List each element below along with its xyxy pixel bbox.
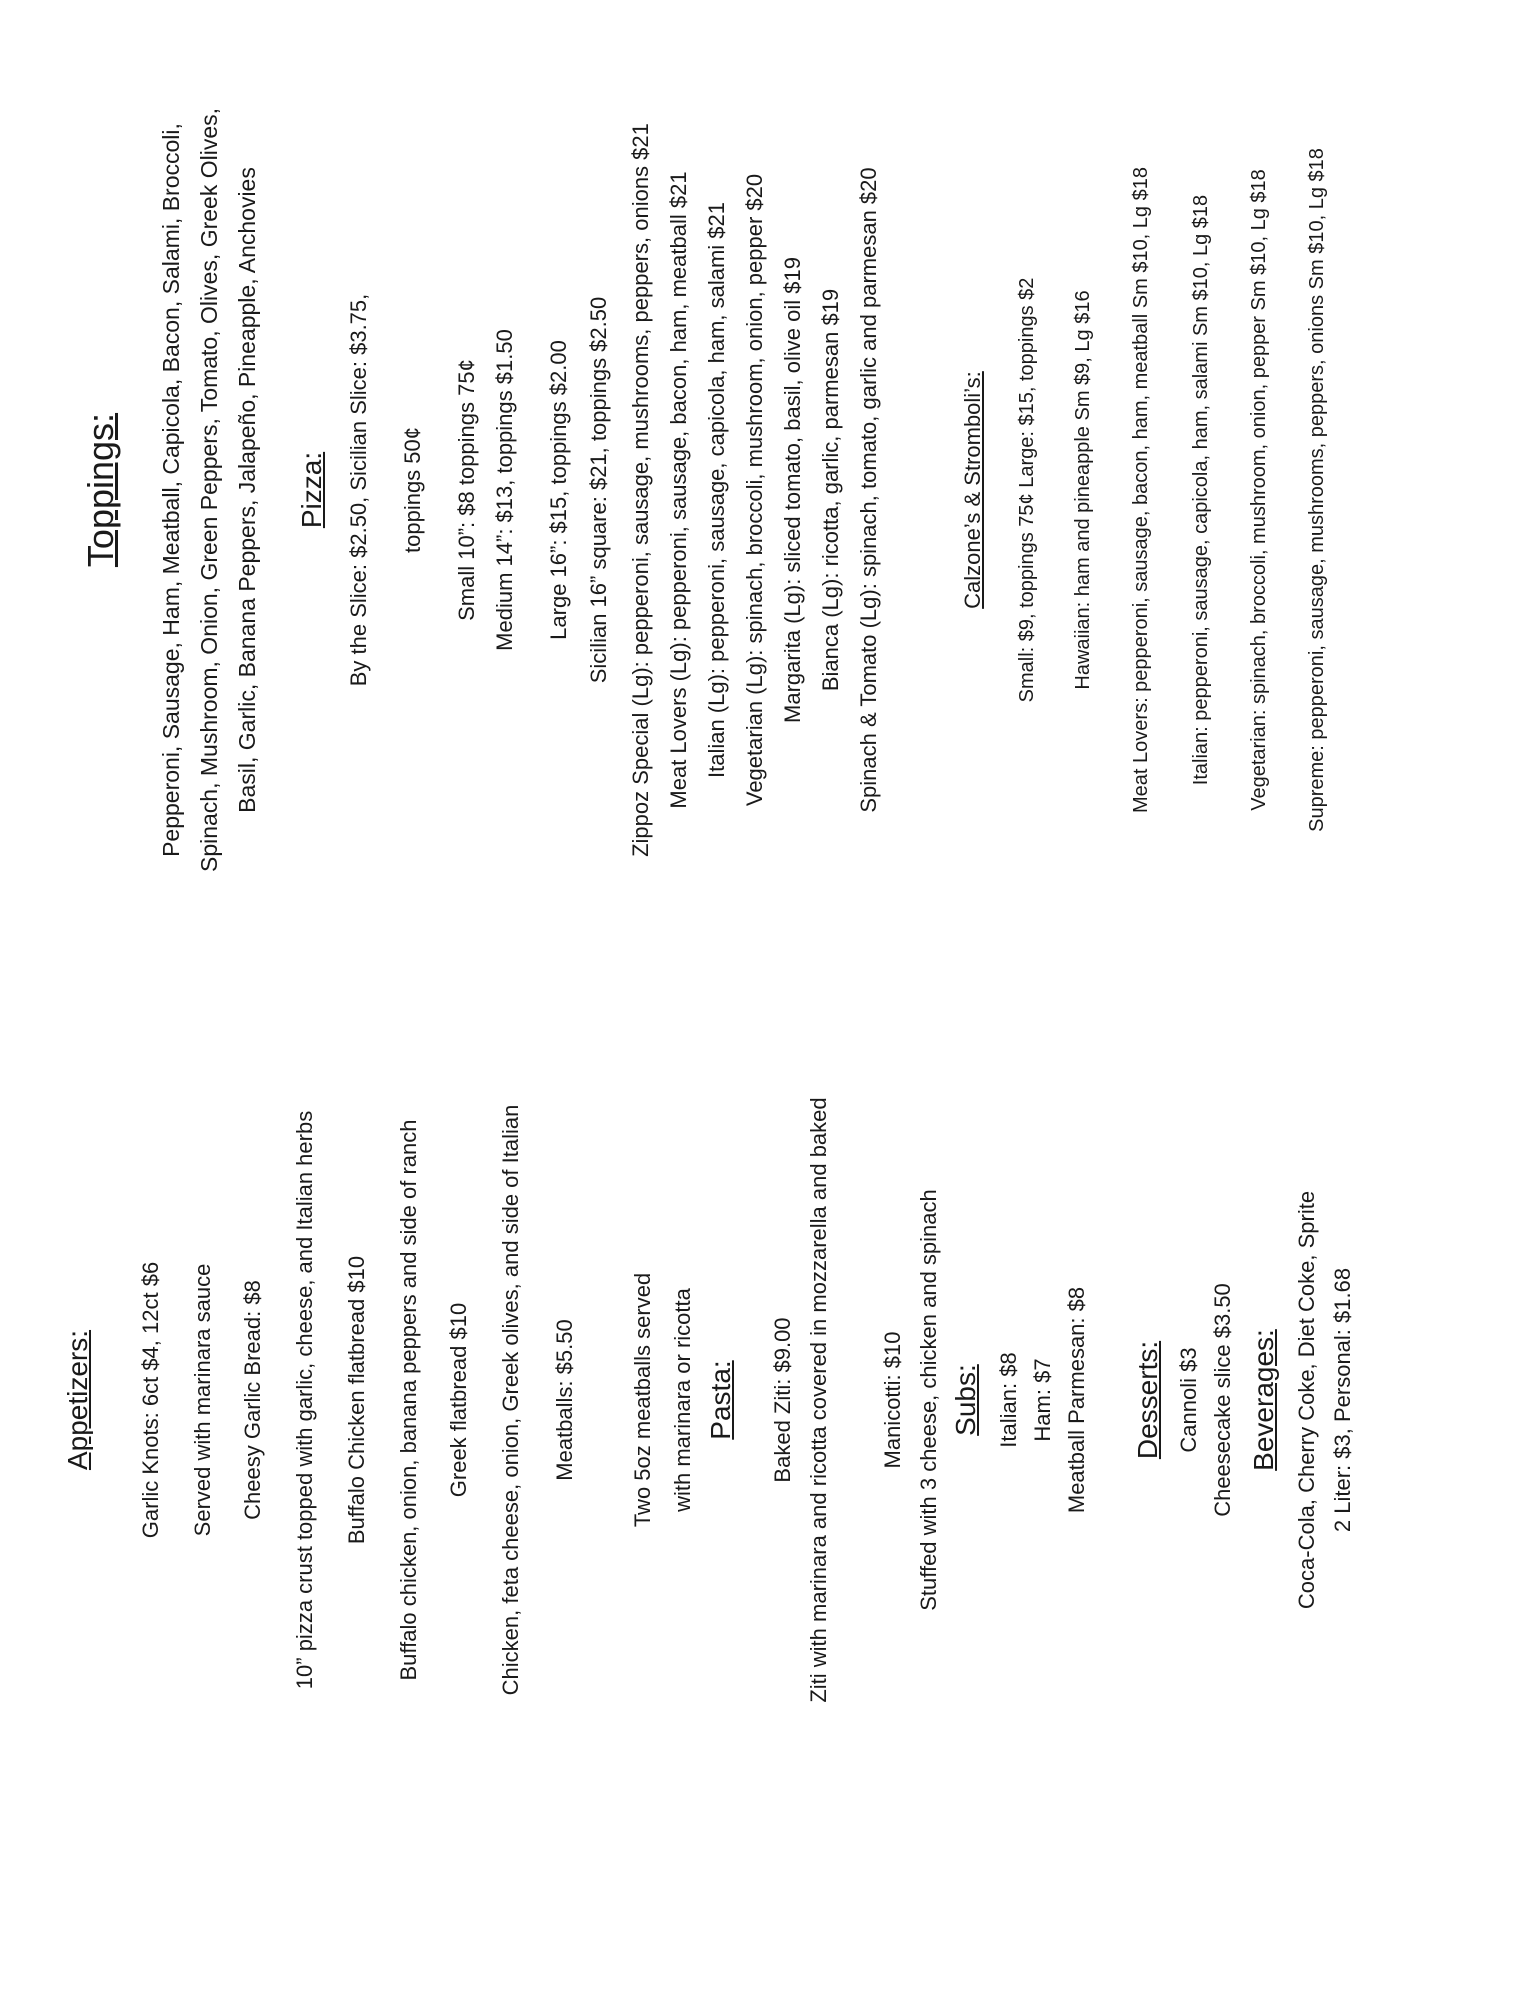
desserts-heading: Desserts: bbox=[1132, 1340, 1163, 1460]
subs-heading: Subs: bbox=[950, 1364, 981, 1436]
pizza-italian: Italian (Lg): pepperoni, sausage, capicola, ham, salami $21 bbox=[704, 202, 729, 779]
toppings-line-1: Pepperoni, Sausage, Ham, Meatball, Capicola, Bacon, Salami, Broccoli, bbox=[158, 123, 184, 857]
toppings-line-3: Basil, Garlic, Banana Peppers, Jalapeño, Pineapple, Anchovies bbox=[234, 167, 260, 813]
meatballs-desc-1: Two 5oz meatballs served bbox=[630, 1272, 655, 1528]
garlic-knots: Garlic Knots: 6ct $4, 12ct $6 bbox=[138, 1261, 163, 1539]
garlic-knots-desc: Served with marinara sauce bbox=[190, 1263, 215, 1537]
calzone-supreme: Supreme: pepperoni, sausage, mushrooms, peppers, onions Sm $10, Lg $18 bbox=[1306, 148, 1328, 832]
pizza-large: Large 16”: $15, toppings $2.00 bbox=[546, 340, 571, 640]
pizza-meat-lovers: Meat Lovers (Lg): pepperoni, sausage, bacon, ham, meatball $21 bbox=[666, 171, 691, 809]
pizza-by-the-slice: By the Slice: $2.50, Sicilian Slice: $3.75, bbox=[346, 293, 371, 687]
baked-ziti-desc: Ziti with marinara and ricotta covered in mozzarella and baked bbox=[806, 1097, 831, 1703]
pizza-slice-toppings: toppings 50¢ bbox=[400, 427, 425, 553]
sub-meatball-parmesan: Meatball Parmesan: $8 bbox=[1064, 1286, 1089, 1514]
pizza-small: Small 10”: $8 toppings 75¢ bbox=[454, 359, 479, 621]
sub-italian: Italian: $8 bbox=[996, 1352, 1021, 1448]
meatballs-desc-2: with marinara or ricotta bbox=[670, 1288, 695, 1512]
left-column bbox=[0, 940, 1535, 1860]
manicotti: Manicotti: $10 bbox=[880, 1331, 905, 1469]
baked-ziti: Baked Ziti: $9.00 bbox=[770, 1317, 795, 1483]
appetizers-heading: Appetizers: bbox=[62, 1329, 93, 1471]
greek-flatbread: Greek flatbread $10 bbox=[446, 1302, 471, 1498]
pizza-heading: Pizza: bbox=[296, 451, 327, 529]
pizza-bianca: Bianca (Lg): ricotta, garlic, parmesan $19 bbox=[818, 288, 843, 692]
calzone-small-large: Small: $9, toppings 75¢ Large: $15, toppings $2 bbox=[1016, 277, 1038, 703]
dessert-cannoli: Cannoli $3 bbox=[1176, 1347, 1201, 1453]
calzone-italian: Italian: pepperoni, sausage, capicola, ham, salami Sm $10, Lg $18 bbox=[1190, 194, 1212, 786]
dessert-cheesecake: Cheesecake slice $3.50 bbox=[1210, 1283, 1235, 1517]
manicotti-desc: Stuffed with 3 cheese, chicken and spinach bbox=[916, 1189, 941, 1611]
right-column bbox=[0, 20, 1535, 960]
pizza-medium: Medium 14”: $13, toppings $1.50 bbox=[492, 329, 517, 651]
greek-flatbread-desc: Chicken, feta cheese, onion, Greek olives, and side of Italian bbox=[498, 1104, 523, 1696]
pizza-sicilian: Sicilian 16” square: $21, toppings $2.50 bbox=[586, 296, 611, 684]
calzone-hawaiian: Hawaiian: ham and pineapple Sm $9, Lg $16 bbox=[1072, 290, 1094, 690]
calzone-meat-lovers: Meat Lovers: pepperoni, sausage, bacon, ham, meatball Sm $10, Lg $18 bbox=[1130, 167, 1152, 813]
meatballs: Meatballs: $5.50 bbox=[552, 1319, 577, 1481]
cheesy-garlic-bread: Cheesy Garlic Bread: $8 bbox=[240, 1280, 265, 1520]
toppings-heading: Toppings: bbox=[80, 412, 121, 568]
toppings-line-2: Spinach, Mushroom, Onion, Green Peppers, Tomato, Olives, Greek Olives, bbox=[196, 107, 222, 873]
beverages-prices: 2 Liter: $3, Personal: $1.68 bbox=[1330, 1267, 1355, 1533]
pasta-heading: Pasta: bbox=[705, 1360, 736, 1440]
calzones-heading: Calzone’s & Stromboli’s: bbox=[960, 371, 985, 609]
pizza-margarita: Margarita (Lg): sliced tomato, basil, olive oil $19 bbox=[780, 257, 805, 723]
pizza-spinach-tomato: Spinach & Tomato (Lg): spinach, tomato, garlic and parmesan $20 bbox=[856, 167, 881, 813]
beverages-list: Coca-Cola, Cherry Coke, Diet Coke, Sprite bbox=[1294, 1190, 1319, 1610]
pizza-vegetarian: Vegetarian (Lg): spinach, broccoli, mushroom, onion, pepper $20 bbox=[742, 173, 767, 807]
buffalo-flatbread-desc: Buffalo chicken, onion, banana peppers and side of ranch bbox=[396, 1119, 421, 1681]
beverages-heading: Beverages: bbox=[1248, 1329, 1279, 1471]
pizza-zippoz-special: Zippoz Special (Lg): pepperoni, sausage, mushrooms, peppers, onions $21 bbox=[628, 123, 653, 857]
calzone-vegetarian: Vegetarian: spinach, broccoli, mushroom, onion, pepper Sm $10, Lg $18 bbox=[1248, 169, 1270, 811]
cheesy-garlic-bread-desc: 10” pizza crust topped with garlic, cheese, and Italian herbs bbox=[292, 1110, 317, 1690]
sub-ham: Ham: $7 bbox=[1030, 1358, 1055, 1442]
buffalo-flatbread: Buffalo Chicken flatbread $10 bbox=[344, 1255, 369, 1545]
